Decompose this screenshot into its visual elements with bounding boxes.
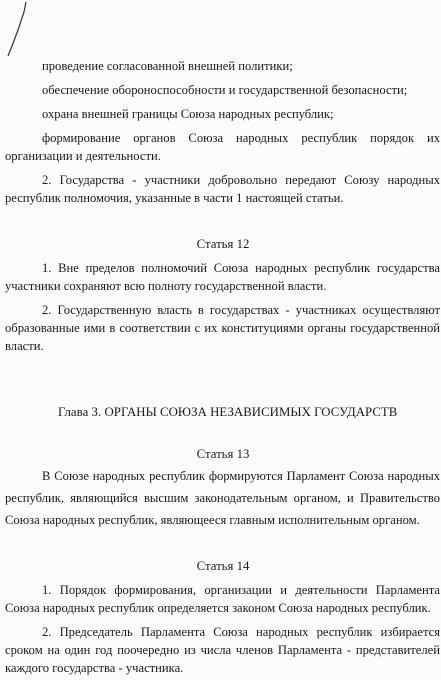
text-line: сроком на один год поочередно из числа членов Парламента - представителей bbox=[5, 643, 440, 657]
text-line: В Союзе народных республик формируются Парламент Союза народных bbox=[42, 469, 440, 483]
text-line: 1. Вне пределов полномочий Союза народных республик государства bbox=[42, 261, 440, 275]
text-line: Союза народных республик, являющееся главным исполнительным органом. bbox=[5, 513, 420, 527]
text-line: 2. Государства - участники добровольно передают Союзу народных bbox=[42, 173, 440, 187]
text-line: власти. bbox=[5, 339, 44, 353]
article-13-heading: Статья 13 bbox=[196, 447, 250, 461]
text-line: Союза народных республик определяется законом Союза народных республик. bbox=[5, 601, 431, 615]
article-14-heading: Статья 14 bbox=[196, 559, 250, 573]
pen-stroke-mark bbox=[0, 0, 40, 70]
text-line: 2. Государственную власть в государствах - участниках осуществляют bbox=[42, 303, 440, 317]
text-line: охрана внешней границы Союза народных республик; bbox=[42, 107, 334, 121]
text-line: организации и деятельности. bbox=[5, 149, 161, 163]
text-line: каждого государства - участника. bbox=[5, 661, 184, 675]
text-line: республик полномочия, указанные в части 1 настоящей статьи. bbox=[5, 191, 344, 205]
text-line: республик, являющийся высшим законодательным органом, и Правительство bbox=[5, 491, 440, 505]
article-12-heading: Статья 12 bbox=[196, 237, 250, 251]
text-line: проведение согласованной внешней политики; bbox=[42, 59, 293, 73]
text-line: формирование органов Союза народных республик порядок их bbox=[42, 131, 440, 145]
text-line: 2. Председатель Парламента Союза народных республик избирается bbox=[42, 625, 440, 639]
text-line: обеспечение обороноспособности и государственной безопасности; bbox=[42, 83, 408, 97]
text-line: участники сохраняют всю полноту государственной власти. bbox=[5, 279, 327, 293]
text-line: 1. Порядок формирования, организации и деятельности Парламента bbox=[42, 583, 440, 597]
text-line: образованные ими в соответствии с их конституциями органы государственной bbox=[5, 321, 440, 335]
chapter-3-heading: Глава 3. ОРГАНЫ СОЮЗА НЕЗАВИСИМЫХ ГОСУДАРСТВ bbox=[58, 405, 398, 419]
